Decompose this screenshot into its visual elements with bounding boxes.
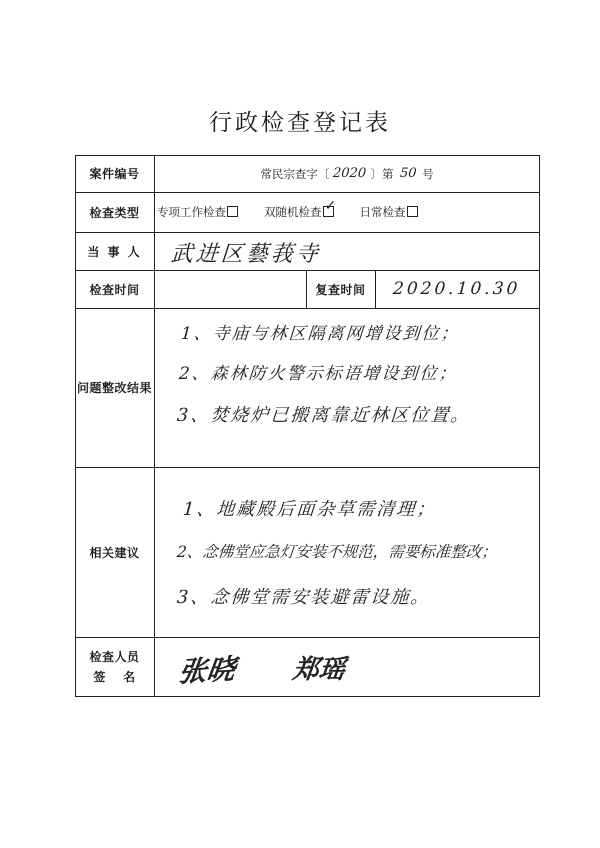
signature-2: 郑瑶	[291, 655, 347, 685]
party-label: 当 事 人	[87, 244, 142, 259]
table-border-right	[539, 155, 540, 697]
inspectors-label-line2: 签 名	[93, 669, 136, 684]
inspection-time-value	[155, 270, 306, 308]
checkbox-icon[interactable]	[407, 206, 418, 217]
form-title: 行政检查登记表	[209, 110, 391, 136]
recheck-time-label: 复查时间	[315, 282, 366, 297]
option-special-inspection[interactable]: 专项工作检查	[157, 204, 238, 220]
problem-item-1: 1、寺庙与林区隔离网增设到位；	[180, 324, 461, 344]
inspectors-label	[75, 637, 154, 696]
case-no-field	[155, 155, 539, 192]
checkbox-checked-icon[interactable]	[323, 206, 334, 217]
case-no-year: 2020	[332, 166, 368, 181]
case-no-middle: 〕第	[370, 166, 394, 181]
case-no-suffix: 号	[422, 166, 434, 181]
problem-item-3: 3、焚烧炉已搬离靠近林区位置。	[176, 405, 472, 426]
case-no-label: 案件编号	[89, 167, 140, 181]
table-border-bottom	[75, 696, 540, 697]
problem-item-2: 2、森林防火警示标语增设到位；	[178, 364, 459, 384]
suggestion-item-2: 2、念佛堂应急灯安装不规范，需要标准整改；	[176, 543, 498, 561]
checkbox-icon[interactable]	[227, 206, 238, 217]
party-value: 武进区藝莪寺	[169, 242, 322, 267]
signature-1: 张晓	[176, 652, 238, 689]
problems-label: 问题整改结果	[76, 381, 152, 395]
option-daily-inspection[interactable]: 日常检查	[360, 204, 418, 220]
inspection-type-label: 检查类型	[89, 205, 140, 220]
registration-form	[75, 155, 540, 697]
time-divider	[375, 270, 376, 308]
case-no-prefix: 常民宗查字〔	[260, 166, 330, 181]
suggestion-item-3: 3、念佛堂需安装避雷设施。	[176, 587, 432, 608]
suggestions-label: 相关建议	[89, 545, 140, 560]
case-no-number: 50	[398, 166, 417, 181]
inspection-time-label: 检查时间	[89, 282, 140, 297]
inspection-type-options	[155, 192, 541, 232]
suggestion-item-1: 1、地藏殿后面杂草需清理；	[182, 499, 438, 520]
recheck-time-value: 2020.10.30	[392, 279, 522, 299]
label-column-divider	[154, 155, 155, 697]
inspectors-label-line1: 检查人员	[89, 649, 140, 664]
option-random-inspection[interactable]: 双随机检查✓	[264, 204, 334, 220]
